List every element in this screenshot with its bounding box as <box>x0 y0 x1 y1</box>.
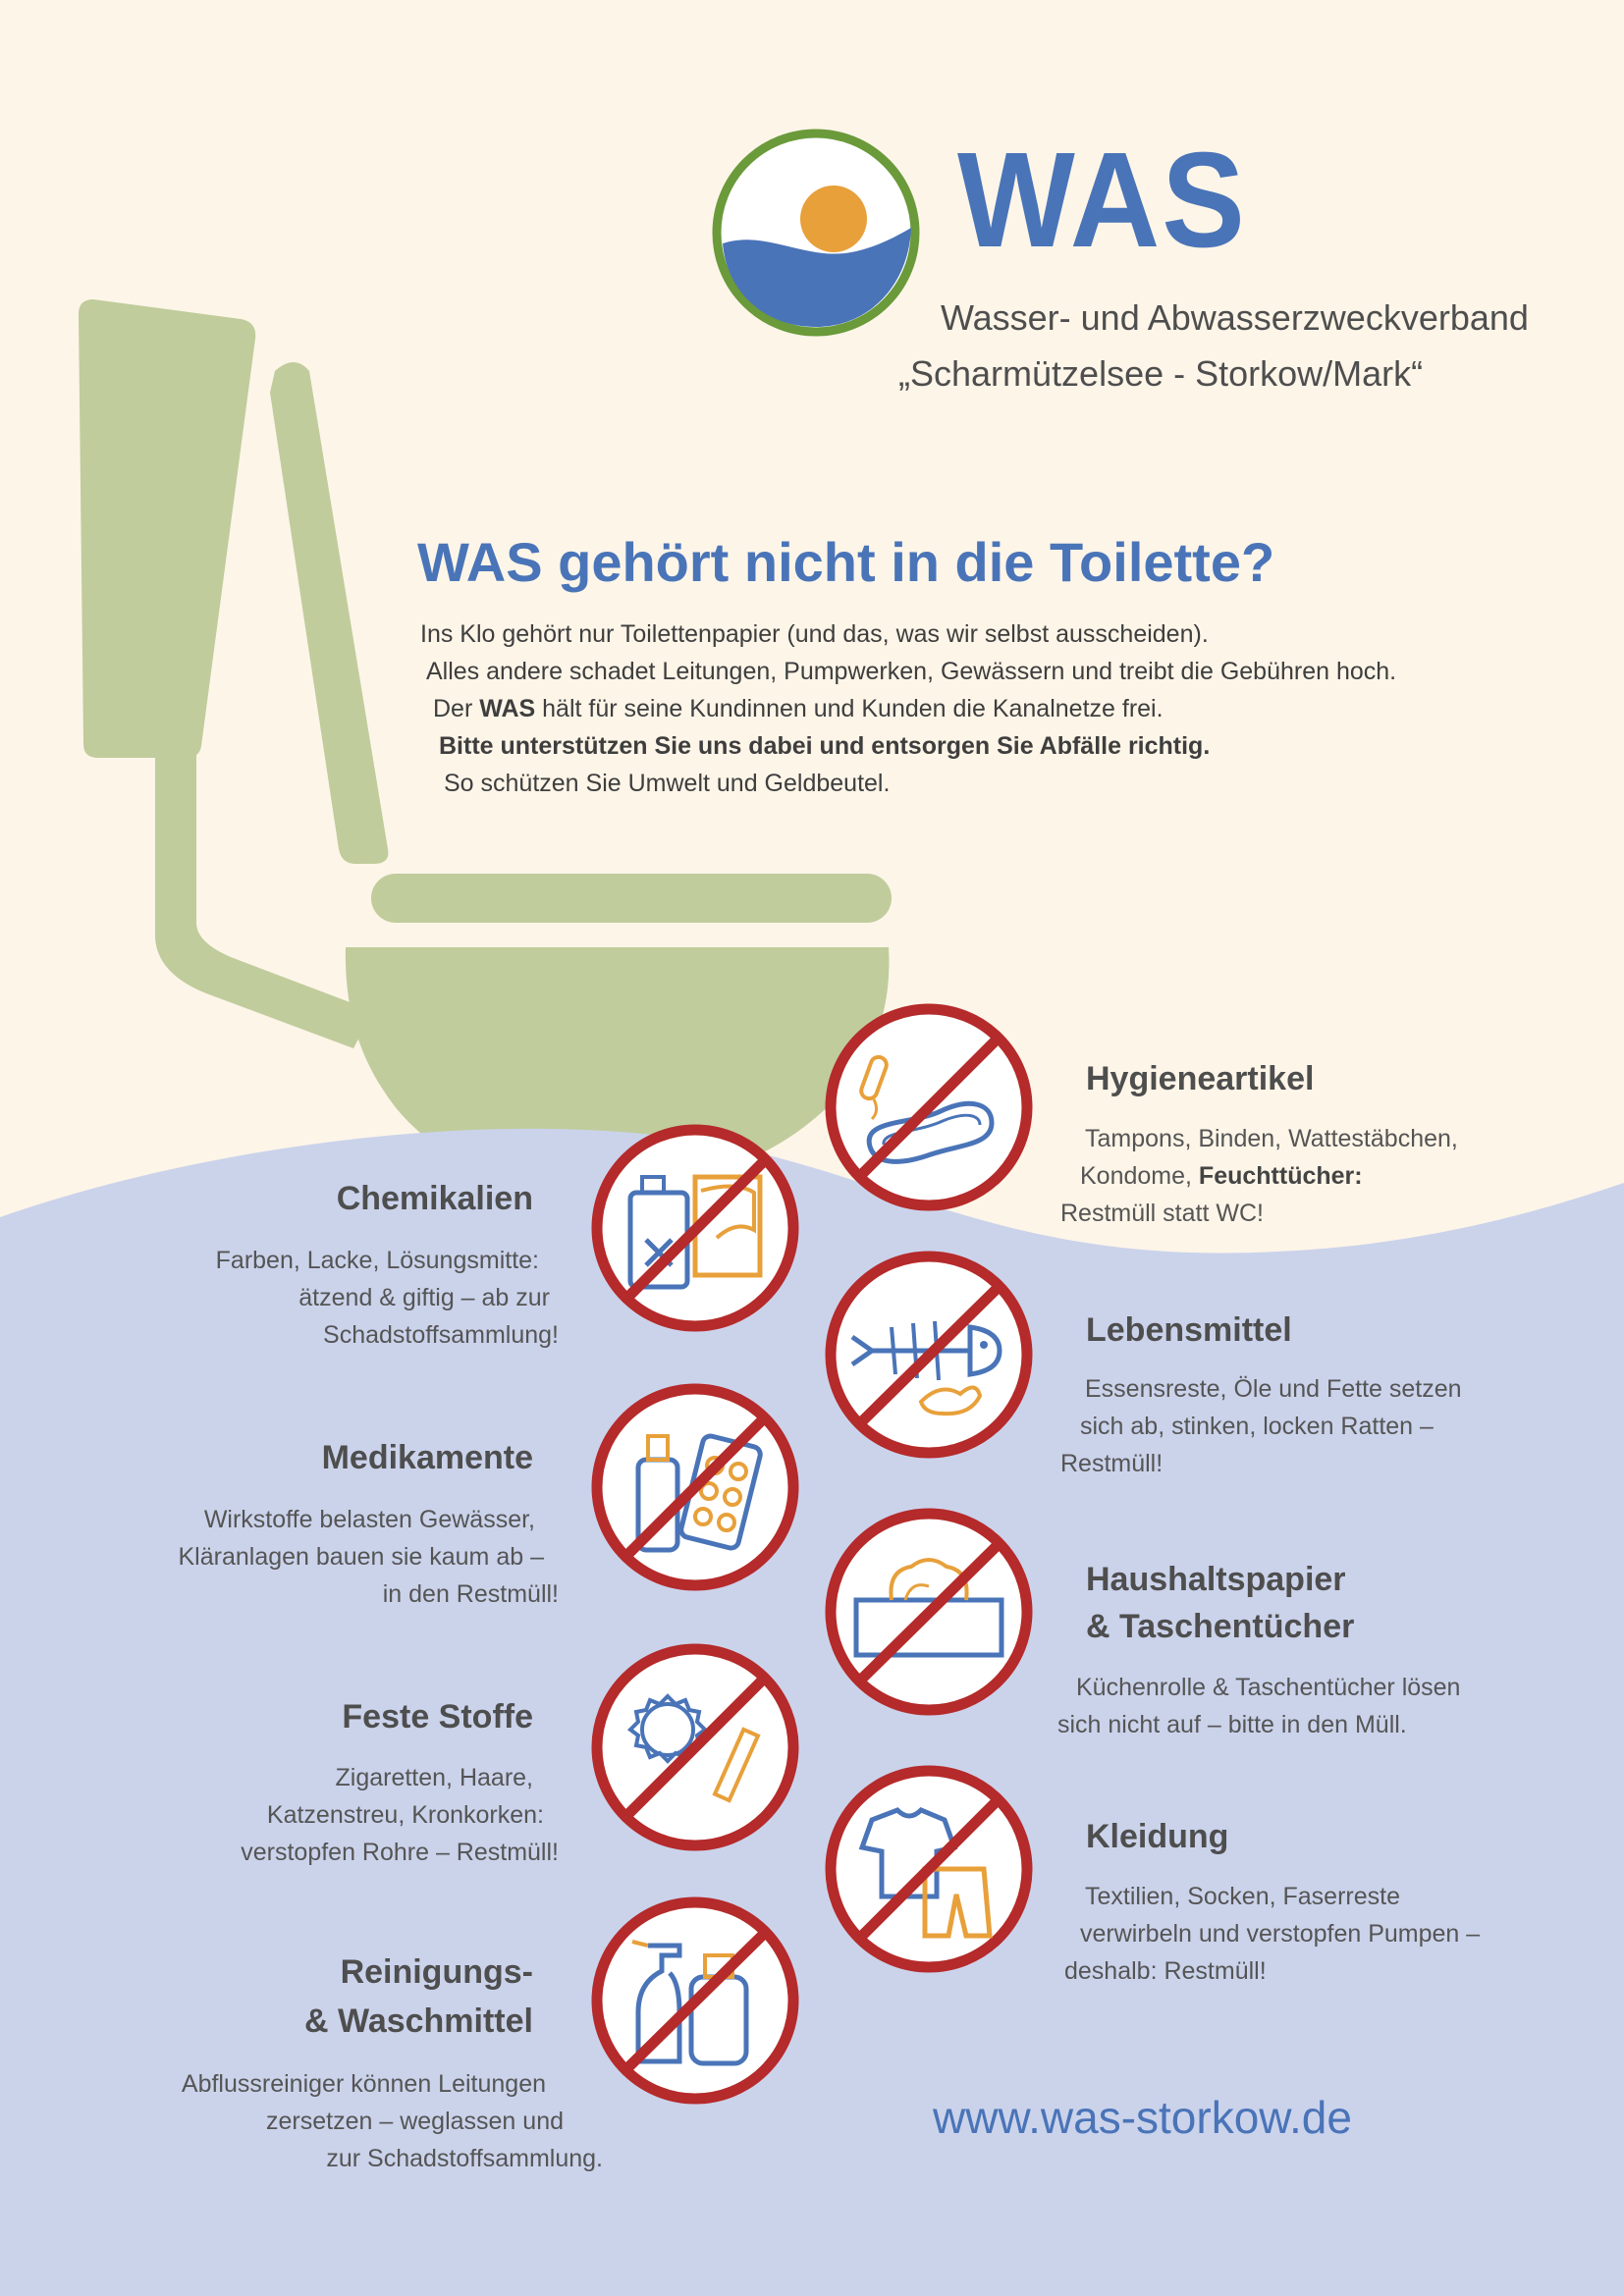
intro-line: Ins Klo gehört nur Toilettenpapier (und das, was wir selbst ausscheiden). <box>420 620 1209 648</box>
hygiene-text-line: Kondome, Feuchttücher: <box>1080 1162 1363 1190</box>
medicine-text-line: Wirkstoffe belasten Gewässer, <box>203 1506 535 1533</box>
medicine-text-line: Kläranlagen bauen sie kaum ab – <box>178 1543 544 1571</box>
page-title: WAS gehört nicht in die Toilette? <box>417 531 1275 593</box>
solids-text-line: Katzenstreu, Kronkorken: <box>266 1801 544 1829</box>
chemicals-icon <box>589 1122 801 1334</box>
fish-bone-icon <box>823 1249 1035 1461</box>
cleaning-bottles-icon <box>589 1895 801 2107</box>
brand-name: WAS <box>957 125 1247 276</box>
medicine-icon <box>589 1381 801 1593</box>
hygiene-text-line: Restmüll statt WC! <box>1060 1200 1264 1227</box>
food-title: Lebensmittel <box>1086 1311 1292 1349</box>
intro-line: Der WAS hält für seine Kundinnen und Kunden die Kanalnetze frei. <box>433 695 1164 722</box>
medicine-title: Medikamente <box>321 1439 533 1476</box>
intro-line: Alles andere schadet Leitungen, Pumpwerken, Gewässern und treibt die Gebühren hoch. <box>426 658 1397 685</box>
cleaning-title-line1: Reinigungs- <box>340 1953 533 1991</box>
chemicals-title: Chemikalien <box>336 1180 533 1217</box>
food-text-line: Essensreste, Öle und Fette setzen <box>1085 1375 1462 1403</box>
intro-line-bold: Bitte unterstützen Sie uns dabei und entsorgen Sie Abfälle richtig. <box>439 732 1211 760</box>
sun-over-wave-logo <box>709 126 923 340</box>
chemicals-text-line: ätzend & giftig – ab zur <box>298 1284 550 1311</box>
chemicals-text-line: Farben, Lacke, Lösungsmitte: <box>215 1247 539 1274</box>
cleaning-text-line: zersetzen – weglassen und <box>266 2108 564 2135</box>
website-link[interactable]: www.was-storkow.de <box>933 2092 1352 2143</box>
solids-text-line: verstopfen Rohre – Restmüll! <box>241 1839 559 1866</box>
intro-line: So schützen Sie Umwelt und Geldbeutel. <box>444 770 891 797</box>
paper-title-line1: Haushaltspapier <box>1086 1561 1346 1598</box>
bottle-cap-cigarette-icon <box>589 1641 801 1853</box>
paper-title-line2: & Taschentücher <box>1086 1608 1355 1645</box>
food-text-line: sich ab, stinken, locken Ratten – <box>1080 1413 1434 1440</box>
solids-title: Feste Stoffe <box>342 1698 533 1735</box>
clothing-text-line: Textilien, Socken, Faserreste <box>1085 1883 1400 1910</box>
clothing-text-line: deshalb: Restmüll! <box>1064 1957 1267 1985</box>
tampon-pad-icon <box>823 1001 1035 1213</box>
chemicals-text-line: Schadstoffsammlung! <box>323 1321 559 1349</box>
solids-text-line: Zigaretten, Haare, <box>335 1764 533 1791</box>
clothing-icon <box>823 1763 1035 1975</box>
food-text-line: Restmüll! <box>1060 1450 1164 1477</box>
clothing-text-line: verwirbeln und verstopfen Pumpen – <box>1080 1920 1481 1948</box>
cleaning-text-line: zur Schadstoffsammlung. <box>326 2145 603 2172</box>
clothing-title: Kleidung <box>1086 1818 1229 1855</box>
hygiene-text-line: Tampons, Binden, Wattestäbchen, <box>1085 1125 1458 1152</box>
paper-text-line: sich nicht auf – bitte in den Müll. <box>1057 1711 1407 1738</box>
org-name-line2: „Scharmützelsee - Storkow/Mark“ <box>898 353 1424 394</box>
medicine-text-line: in den Restmüll! <box>382 1580 559 1608</box>
cleaning-text-line: Abflussreiniger können Leitungen <box>181 2070 546 2098</box>
cleaning-title-line2: & Waschmittel <box>303 2002 533 2040</box>
paper-text-line: Küchenrolle & Taschentücher lösen <box>1076 1674 1461 1701</box>
tissue-box-icon <box>823 1506 1035 1718</box>
hygiene-title: Hygieneartikel <box>1086 1060 1315 1097</box>
org-name-line1: Wasser- und Abwasserzweckverband <box>941 297 1529 338</box>
